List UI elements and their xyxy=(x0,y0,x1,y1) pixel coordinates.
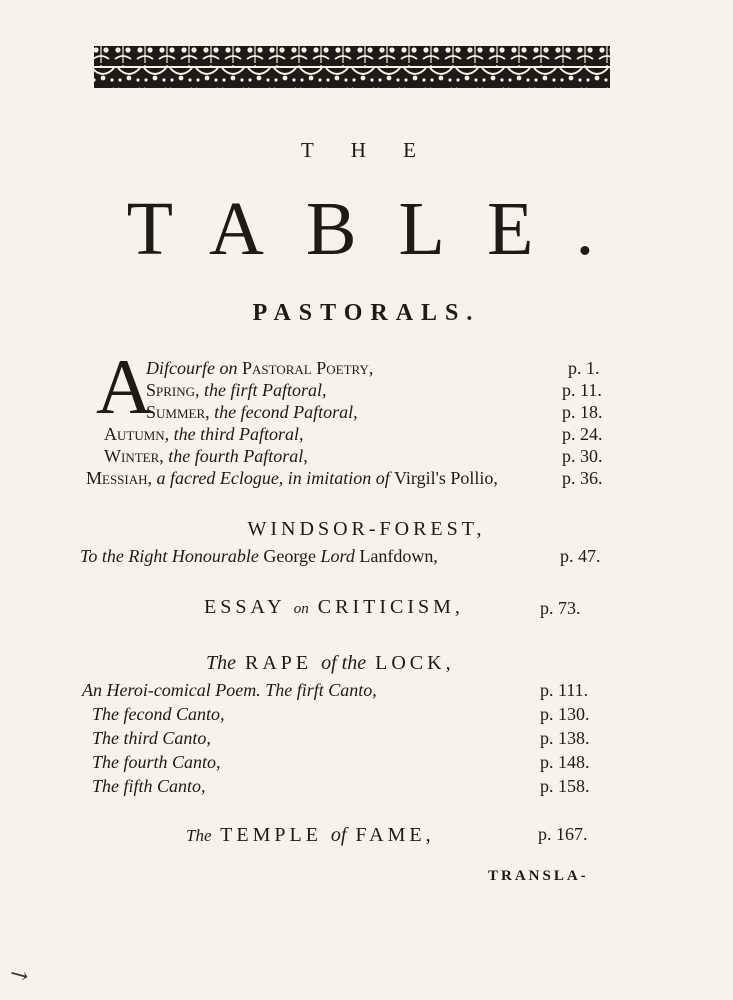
fame-word: FAME, xyxy=(355,824,435,846)
page-mark-icon: ↘ xyxy=(4,959,34,991)
entry-italic: the fourth Paftoral, xyxy=(168,446,308,466)
entry-smallcaps: Autumn, xyxy=(104,424,170,444)
page-number: p. 30. xyxy=(562,446,603,466)
toc-entry xyxy=(146,402,358,423)
entry-italic: a facred Eclogue, in imitation of xyxy=(156,468,390,488)
page-number: p. 111. xyxy=(540,680,589,700)
essay-on: on xyxy=(293,601,309,617)
entry-roman: Virgil's Pollio, xyxy=(394,468,498,488)
lock-word: LOCK, xyxy=(375,652,455,674)
entry-smallcaps: Spring, xyxy=(146,380,200,400)
toc-entry: The fourth Canto, xyxy=(92,752,221,772)
criticism-word: CRITICISM, xyxy=(317,596,464,618)
entry-roman: Lanfdown, xyxy=(359,546,438,566)
entry-smallcaps: Pastoral Poetry, xyxy=(242,358,374,378)
page-number: p. 18. xyxy=(562,402,603,422)
entry-italic: the third Paftoral, xyxy=(173,424,304,444)
toc-entry: The fecond Canto, xyxy=(92,704,225,724)
entry-italic: Lord xyxy=(320,546,355,566)
page-number: p. 24. xyxy=(562,424,603,444)
toc-entry: The third Canto, xyxy=(92,728,211,748)
rape-heading xyxy=(206,652,455,675)
page-number: p. 148. xyxy=(540,752,590,772)
pastorals-heading: PASTORALS. xyxy=(252,300,481,326)
essay-heading xyxy=(204,596,464,619)
page-number: p. 36. xyxy=(562,468,603,488)
toc-entry xyxy=(104,446,308,467)
temple-of: of xyxy=(330,824,347,846)
page-number: p. 73. xyxy=(540,598,581,618)
page-number: p. 138. xyxy=(540,728,590,748)
page-number: p. 167. xyxy=(538,824,588,844)
temple-the: The xyxy=(186,826,212,845)
entry-italic: the fecond Paftoral, xyxy=(214,402,358,422)
page-number: p. 47. xyxy=(560,546,601,566)
the-heading: T H E xyxy=(301,138,432,162)
temple-heading xyxy=(186,824,435,847)
page-number: p. 1. xyxy=(568,358,600,378)
toc-entry xyxy=(104,424,304,445)
page-number: p. 11. xyxy=(562,380,602,400)
toc-entry: An Heroi-comical Poem. The firft Canto, xyxy=(82,680,377,700)
toc-entry xyxy=(146,380,327,401)
essay-word: ESSAY xyxy=(204,596,285,618)
rape-of-the: of the xyxy=(321,652,367,674)
toc-entry xyxy=(86,468,498,489)
entry-italic: To the Right Honourable xyxy=(80,546,259,566)
catchword: TRANSLA- xyxy=(488,868,589,884)
toc-entry xyxy=(146,358,373,379)
temple-word: TEMPLE xyxy=(220,824,322,846)
entry-italic: the firft Paftoral, xyxy=(204,380,327,400)
entry-smallcaps: Winter, xyxy=(104,446,164,466)
entry-roman: George xyxy=(263,546,316,566)
toc-entry xyxy=(80,546,438,567)
rape-the: The xyxy=(206,652,236,674)
entry-italic: Difcourfe on xyxy=(146,358,238,378)
drop-cap: A xyxy=(96,343,153,430)
entry-smallcaps: Summer, xyxy=(146,402,210,422)
toc-entry: The fifth Canto, xyxy=(92,776,206,796)
page-number: p. 158. xyxy=(540,776,590,796)
page-number: p. 130. xyxy=(540,704,590,724)
windsor-heading: WINDSOR-FOREST, xyxy=(247,518,486,540)
table-heading: TABLE. xyxy=(126,187,637,271)
ornament-band xyxy=(90,44,614,90)
rape-word: RAPE xyxy=(245,652,313,674)
entry-smallcaps: Messiah, xyxy=(86,468,153,488)
